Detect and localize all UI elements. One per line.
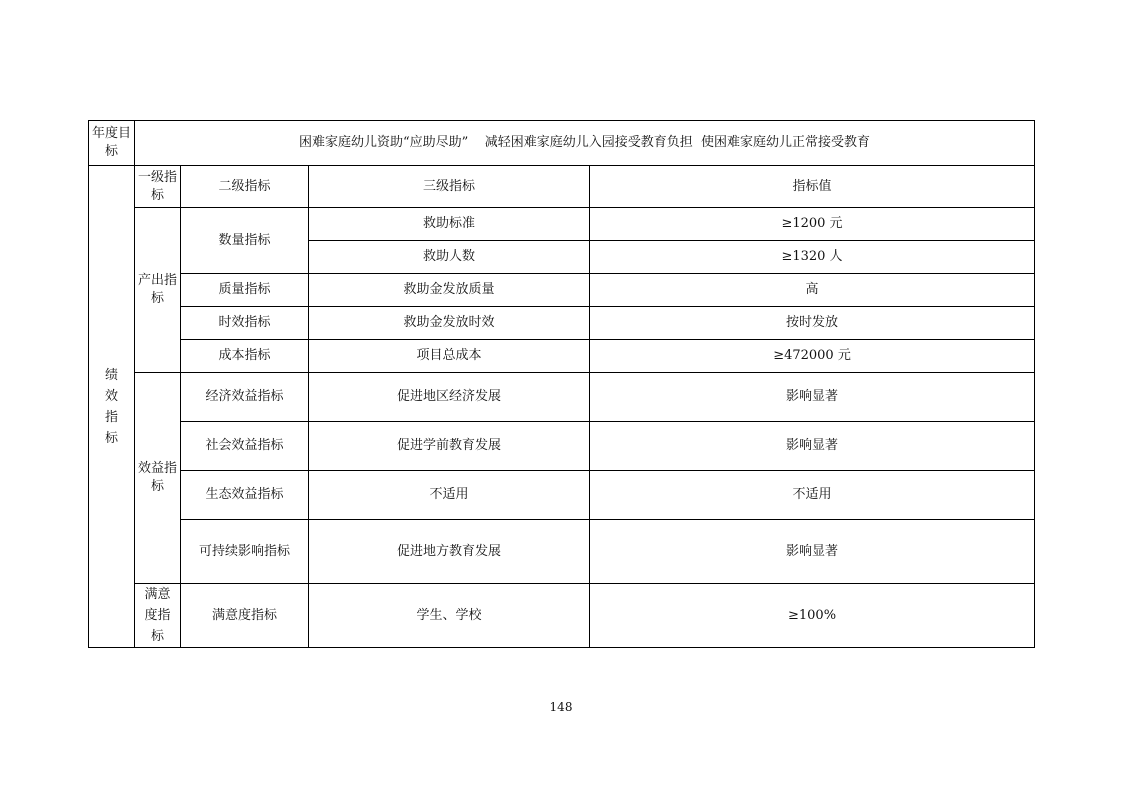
- group-output: 产出指标: [135, 208, 181, 373]
- level3-cell: 救助金发放时效: [309, 307, 590, 340]
- level3-cell: 项目总成本: [309, 340, 590, 373]
- level2-cell: 质量指标: [181, 274, 309, 307]
- value-cell: 影响显著: [590, 373, 1035, 422]
- level3-cell: 不适用: [309, 471, 590, 520]
- level3-cell: 促进地区经济发展: [309, 373, 590, 422]
- table-row: [89, 208, 1035, 241]
- header-row: [89, 166, 1035, 208]
- header-level2: 二级指标: [181, 166, 309, 208]
- value-cell: ≥100%: [590, 584, 1035, 648]
- level2-cell: 满意度指标: [181, 584, 309, 648]
- table-row: [89, 520, 1035, 584]
- level3-cell: 学生、学校: [309, 584, 590, 648]
- level2-cell: 经济效益指标: [181, 373, 309, 422]
- table-row: [89, 471, 1035, 520]
- value-cell: 不适用: [590, 471, 1035, 520]
- level3-cell: 救助标准: [309, 208, 590, 241]
- header-value: 指标值: [590, 166, 1035, 208]
- level2-cell: 时效指标: [181, 307, 309, 340]
- value-cell: ≥1320 人: [590, 241, 1035, 274]
- page-number: 148: [549, 700, 573, 714]
- performance-indicator-label: 绩 效 指 标: [89, 166, 135, 648]
- annual-goal-row: [89, 121, 1035, 166]
- value-cell: ≥472000 元: [590, 340, 1035, 373]
- header-level3: 三级指标: [309, 166, 590, 208]
- level2-cell: 数量指标: [181, 208, 309, 274]
- annual-goal-text: 困难家庭幼儿资助“应助尽助” 减轻困难家庭幼儿入园接受教育负担 使困难家庭幼儿正常接受教育: [135, 121, 1035, 166]
- value-cell: 影响显著: [590, 520, 1035, 584]
- value-cell: 影响显著: [590, 422, 1035, 471]
- performance-goal-table: [88, 120, 1035, 648]
- value-cell: 按时发放: [590, 307, 1035, 340]
- level3-cell: 救助人数: [309, 241, 590, 274]
- table-row: [89, 307, 1035, 340]
- table-row: [89, 584, 1035, 648]
- group-benefit: 效益指标: [135, 373, 181, 584]
- group-satisfaction: 满意 度指 标: [135, 584, 181, 648]
- level2-cell: 可持续影响指标: [181, 520, 309, 584]
- table-row: [89, 274, 1035, 307]
- table-row: [89, 373, 1035, 422]
- level3-cell: 促进地方教育发展: [309, 520, 590, 584]
- table-row: [89, 340, 1035, 373]
- header-level1: 一级指标: [135, 166, 181, 208]
- value-cell: ≥1200 元: [590, 208, 1035, 241]
- level2-cell: 成本指标: [181, 340, 309, 373]
- level3-cell: 救助金发放质量: [309, 274, 590, 307]
- value-cell: 高: [590, 274, 1035, 307]
- annual-goal-label: 年度目标: [89, 121, 135, 166]
- level2-cell: 社会效益指标: [181, 422, 309, 471]
- level3-cell: 促进学前教育发展: [309, 422, 590, 471]
- table-row: [89, 422, 1035, 471]
- level2-cell: 生态效益指标: [181, 471, 309, 520]
